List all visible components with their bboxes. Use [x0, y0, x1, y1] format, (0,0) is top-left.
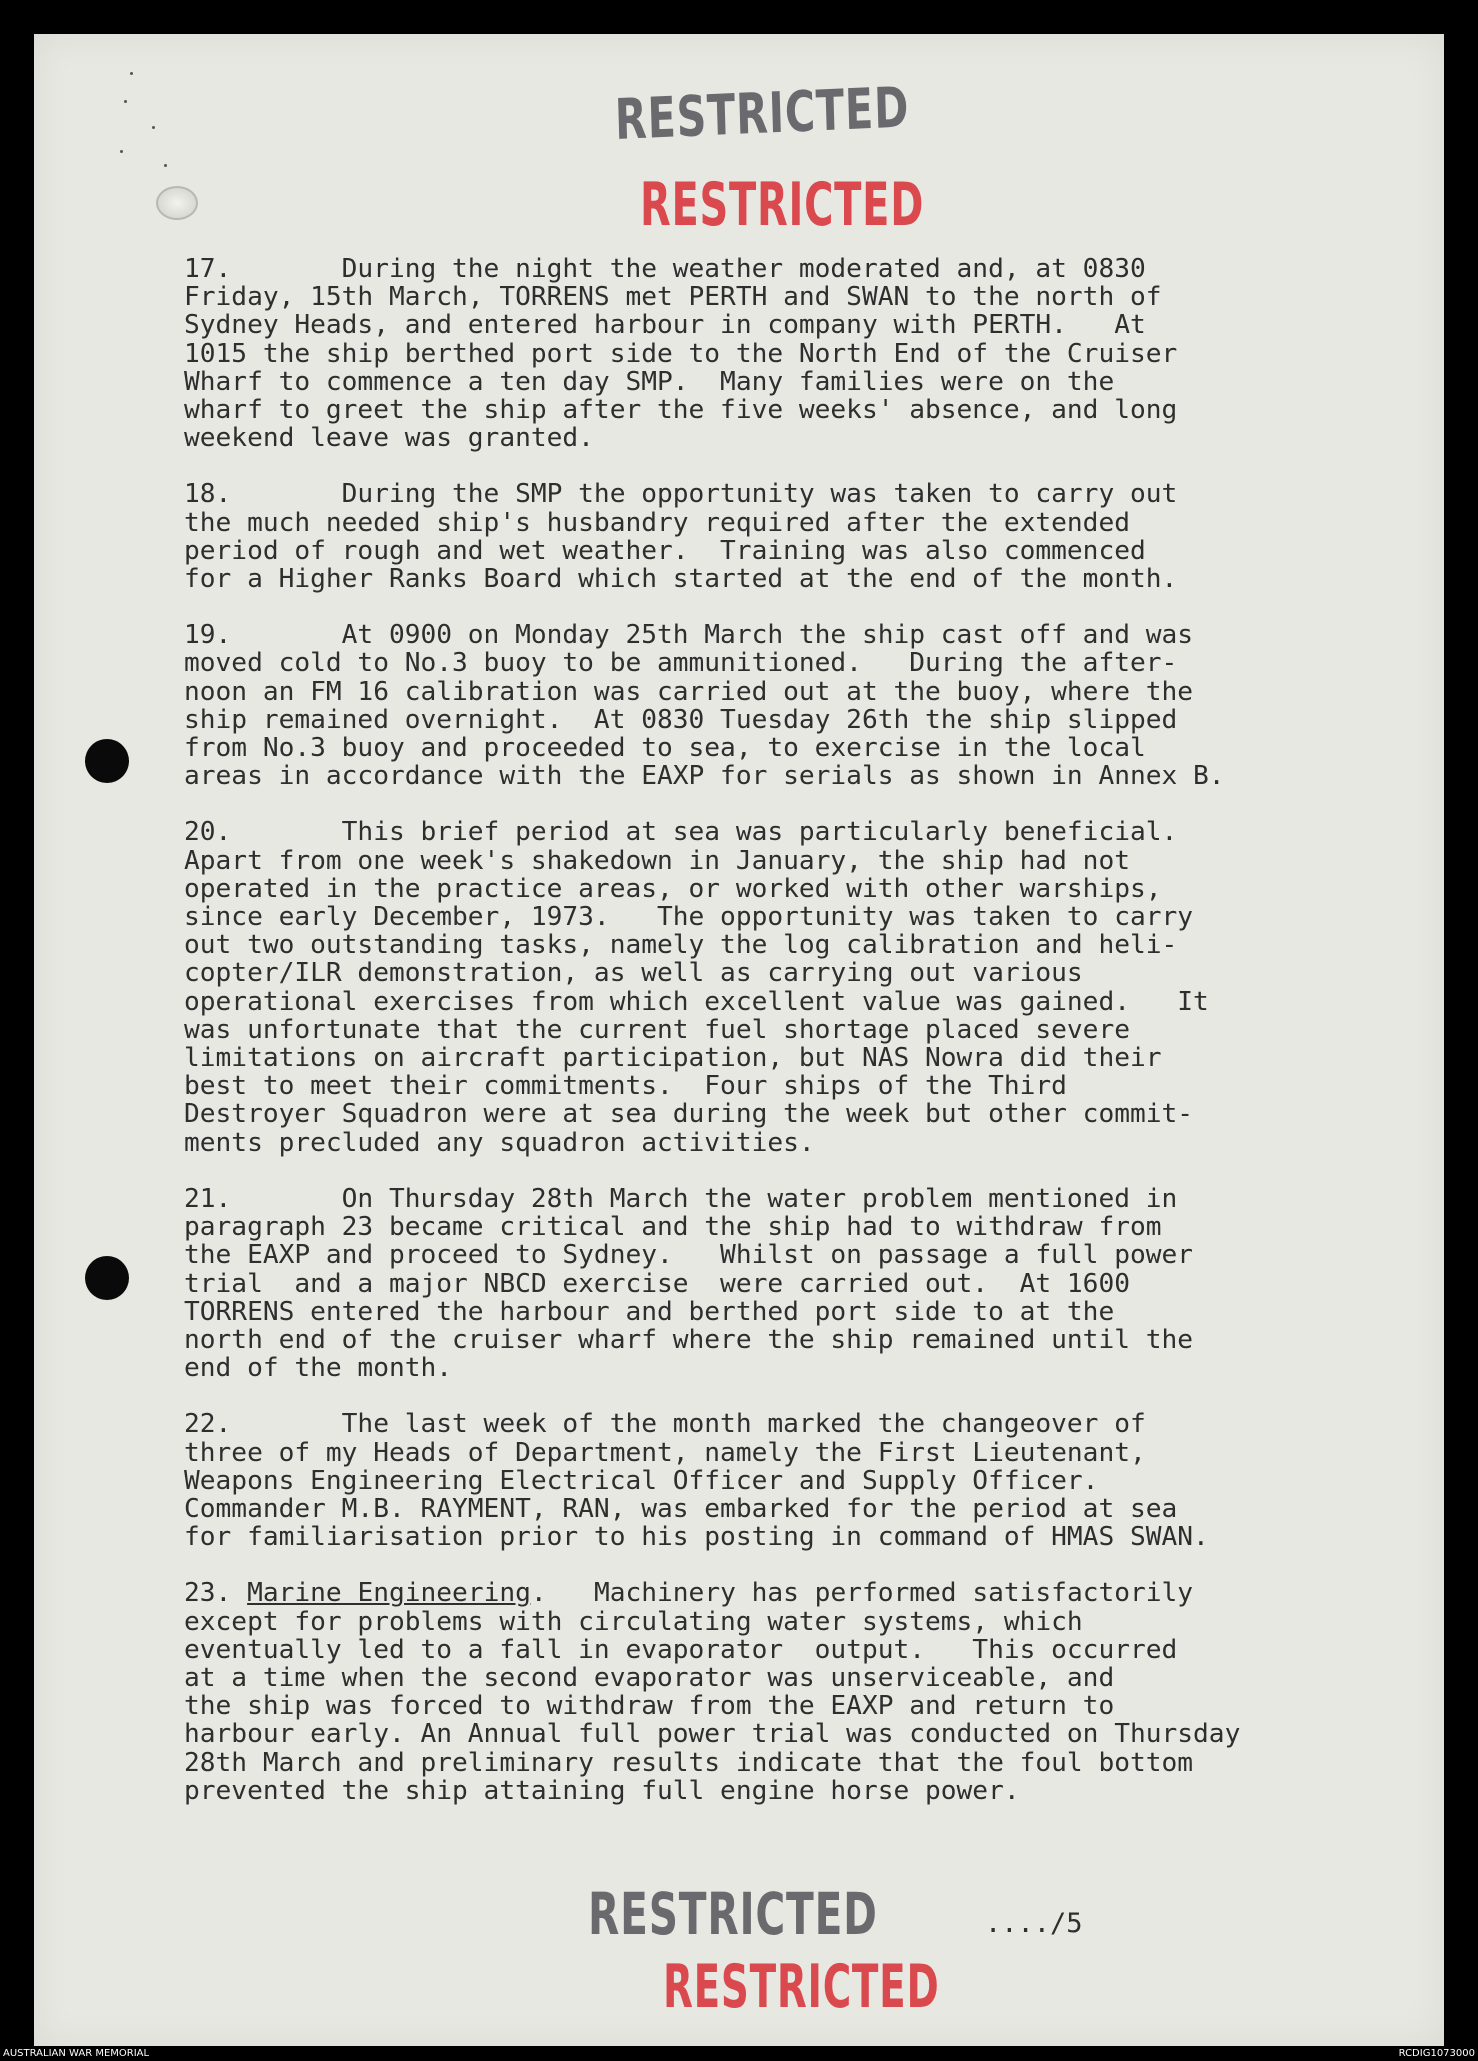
text-fragment: . Machinery has performed satisfactorily	[530, 1578, 1194, 1609]
text-line: Apart from one week's shakedown in January, the ship had not	[184, 845, 1130, 876]
footer-source: AUSTRALIAN WAR MEMORIAL	[3, 2048, 150, 2059]
speck	[120, 150, 123, 153]
text-line: 28th March and preliminary results indicate that the foul bottom	[184, 1747, 1194, 1778]
text-line: Wharf to commence a ten day SMP. Many families were on the	[184, 366, 1115, 397]
text-line: the EAXP and proceed to Sydney. Whilst on passage a full power	[184, 1240, 1194, 1271]
paragraph-18	[184, 480, 1314, 593]
text-line: noon an FM 16 calibration was carried out at the buoy, where the	[184, 676, 1194, 707]
text-line: TORRENS entered the harbour and berthed port side to at the	[184, 1296, 1115, 1327]
text-line: Destroyer Squadron were at sea during the week but other commit-	[184, 1099, 1194, 1130]
text-line: ship remained overnight. At 0830 Tuesday 26th the ship slipped	[184, 704, 1178, 735]
text-line: eventually led to a fall in evaporator output. This occurred	[184, 1634, 1178, 1665]
paragraph-22	[184, 1410, 1314, 1551]
text-line: harbour early. An Annual full power trial was conducted on Thursday	[184, 1719, 1241, 1750]
text-line: areas in accordance with the EAXP for serials as shown in Annex B.	[184, 761, 1225, 792]
speck	[164, 164, 167, 167]
text-line: for familiarisation prior to his posting in command of HMAS SWAN.	[184, 1522, 1209, 1553]
text-line: 19. At 0900 on Monday 25th March the ship cast off and was	[184, 620, 1194, 651]
text-line: end of the month.	[184, 1353, 453, 1384]
text-line: operational exercises from which excellent value was gained. It	[184, 986, 1209, 1017]
text-line: 22. The last week of the month marked the changeover of	[184, 1409, 1146, 1440]
paragraph-17	[184, 255, 1314, 452]
restricted-stamp-red-bottom: RESTRICTED	[663, 1952, 940, 2022]
text-line: at a time when the second evaporator was unserviceable, and	[184, 1662, 1115, 1693]
text-line: wharf to greet the ship after the five weeks' absence, and long	[184, 395, 1178, 426]
document-body	[184, 255, 1314, 1833]
punch-hole	[85, 1256, 129, 1300]
text-line: from No.3 buoy and proceeded to sea, to exercise in the local	[184, 733, 1146, 764]
text-line: the ship was forced to withdraw from the EAXP and return to	[184, 1691, 1115, 1722]
text-line: out two outstanding tasks, namely the log calibration and heli-	[184, 930, 1178, 961]
text-line: 21. On Thursday 28th March the water problem mentioned in	[184, 1183, 1178, 1214]
footer-id: RCDIG1073000	[1398, 2048, 1475, 2059]
text-line: 17. During the night the weather moderated and, at 0830	[184, 254, 1146, 284]
text-line: for a Higher Ranks Board which started at the end of the month.	[184, 564, 1178, 595]
restricted-stamp-grey-top: RESTRICTED	[614, 75, 911, 153]
restricted-stamp-red-top: RESTRICTED	[640, 170, 925, 240]
footer-bar	[0, 2046, 1478, 2061]
text-line: paragraph 23 became critical and the ship had to withdraw from	[184, 1212, 1162, 1243]
text-line: trial and a major NBCD exercise were carried out. At 1600	[184, 1268, 1130, 1299]
text-line: except for problems with circulating water systems, which	[184, 1606, 1083, 1637]
staple-mark	[156, 186, 198, 220]
text-line: was unfortunate that the current fuel shortage placed severe	[184, 1014, 1130, 1045]
paragraph-21	[184, 1185, 1314, 1382]
restricted-stamp-grey-bottom: RESTRICTED	[588, 1880, 878, 1948]
text-line: ments precluded any squadron activities.	[184, 1127, 815, 1158]
text-line: limitations on aircraft participation, but NAS Nowra did their	[184, 1043, 1162, 1074]
text-line: north end of the cruiser wharf where the ship remained until the	[184, 1324, 1194, 1355]
text-line: best to meet their commitments. Four ships of the Third	[184, 1071, 1067, 1102]
paragraph-number: 23.	[184, 1578, 232, 1609]
text-line: operated in the practice areas, or worked with other warships,	[184, 873, 1162, 904]
paragraph-19	[184, 621, 1314, 790]
speck	[124, 100, 127, 103]
paragraph-20	[184, 818, 1314, 1156]
section-heading: Marine Engineering	[247, 1578, 531, 1609]
speck	[152, 126, 155, 129]
text-line: moved cold to No.3 buoy to be ammunitioned. During the after-	[184, 648, 1178, 679]
text-line: Weapons Engineering Electrical Officer and Supply Officer.	[184, 1465, 1099, 1496]
paragraph-23	[184, 1579, 1314, 1805]
text-line: three of my Heads of Department, namely the First Lieutenant,	[184, 1437, 1146, 1468]
text-line: since early December, 1973. The opportunity was taken to carry	[184, 902, 1194, 933]
text-line: weekend leave was granted.	[184, 423, 594, 454]
text-line: 1015 the ship berthed port side to the North End of the Cruiser	[184, 338, 1178, 369]
text-line: Sydney Heads, and entered harbour in company with PERTH. At	[184, 310, 1146, 341]
text-line: 18. During the SMP the opportunity was taken to carry out	[184, 479, 1178, 510]
page-continuation: ..../5	[985, 1908, 1083, 1939]
speck	[130, 72, 133, 75]
text-line: prevented the ship attaining full engine horse power.	[184, 1775, 1020, 1806]
text-line: the much needed ship's husbandry required after the extended	[184, 507, 1130, 538]
text-line: Friday, 15th March, TORRENS met PERTH and SWAN to the north of	[184, 282, 1162, 313]
text-line: copter/ILR demonstration, as well as carrying out various	[184, 958, 1083, 989]
text-line: 20. This brief period at sea was particularly beneficial.	[184, 817, 1178, 848]
text-line	[184, 1579, 1314, 1607]
text-line: Commander M.B. RAYMENT, RAN, was embarked for the period at sea	[184, 1493, 1178, 1524]
text-line: period of rough and wet weather. Training was also commenced	[184, 535, 1146, 566]
punch-hole	[85, 739, 129, 783]
